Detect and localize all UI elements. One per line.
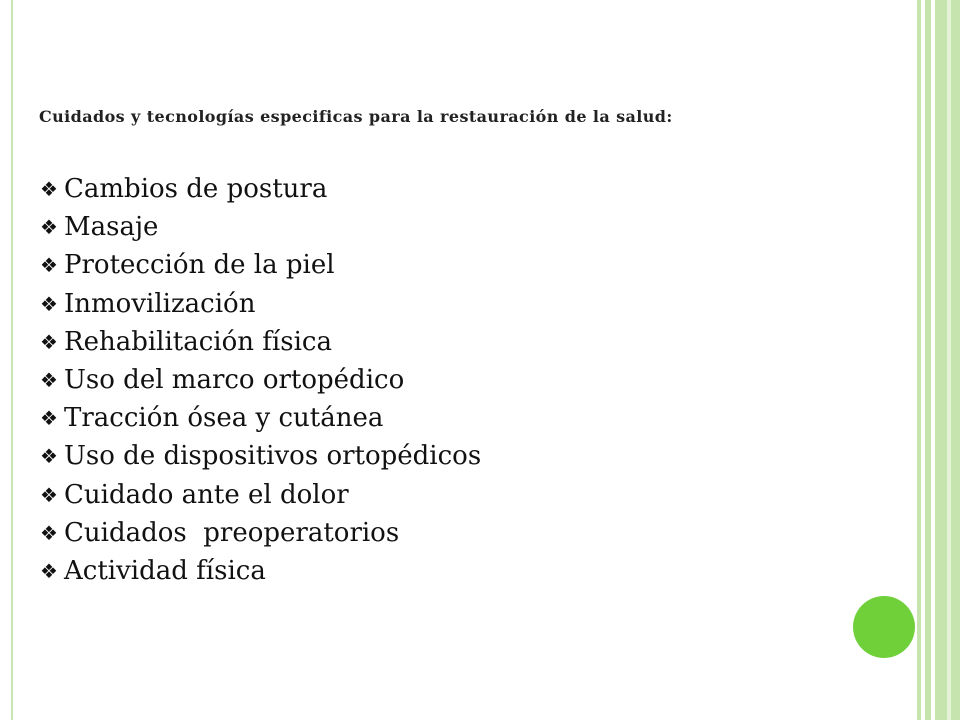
diamond-bullet-icon: ❖ (40, 444, 58, 469)
diamond-bullet-icon: ❖ (40, 520, 58, 545)
list-item (38, 323, 481, 361)
decor-circle (853, 596, 915, 658)
list-item-text: Cuidado ante el dolor (64, 479, 349, 510)
right-decor-stripe (917, 0, 921, 720)
diamond-bullet-icon: ❖ (40, 177, 58, 202)
list-item (38, 399, 481, 437)
list-item (38, 170, 481, 208)
right-decor-stripe (947, 0, 951, 720)
diamond-bullet-icon: ❖ (40, 253, 58, 278)
diamond-bullet-icon: ❖ (40, 291, 58, 316)
diamond-bullet-icon: ❖ (40, 215, 58, 240)
slide-heading: Cuidados y tecnologías especificas para la restauración de la salud: (39, 107, 673, 126)
diamond-bullet-icon: ❖ (40, 558, 58, 583)
list-item-text: Actividad física (64, 555, 266, 586)
diamond-bullet-icon: ❖ (40, 329, 58, 354)
list-item-text: Tracción ósea y cutánea (64, 403, 384, 434)
list-item (38, 285, 481, 323)
right-decor-stripe (925, 0, 931, 720)
list-item (38, 437, 481, 475)
left-frame-line (11, 0, 13, 720)
list-item-text: Masaje (64, 212, 159, 243)
list-item (38, 361, 481, 399)
list-item (38, 246, 481, 284)
list-item (38, 208, 481, 246)
list-item (38, 552, 481, 590)
list-item-text: Rehabilitación física (64, 326, 332, 357)
diamond-bullet-icon: ❖ (40, 482, 58, 507)
list-item-text: Inmovilización (64, 288, 256, 319)
list-item (38, 476, 481, 514)
diamond-bullet-icon: ❖ (40, 368, 58, 393)
list-item (38, 514, 481, 552)
bullet-list (38, 170, 481, 590)
list-item-text: Cambios de postura (64, 174, 328, 205)
list-item-text: Uso de dispositivos ortopédicos (64, 441, 482, 472)
list-item-text: Uso del marco ortopédico (64, 365, 405, 396)
list-item-text: Cuidados preoperatorios (64, 517, 400, 548)
list-item-text: Protección de la piel (64, 250, 335, 281)
diamond-bullet-icon: ❖ (40, 406, 58, 431)
